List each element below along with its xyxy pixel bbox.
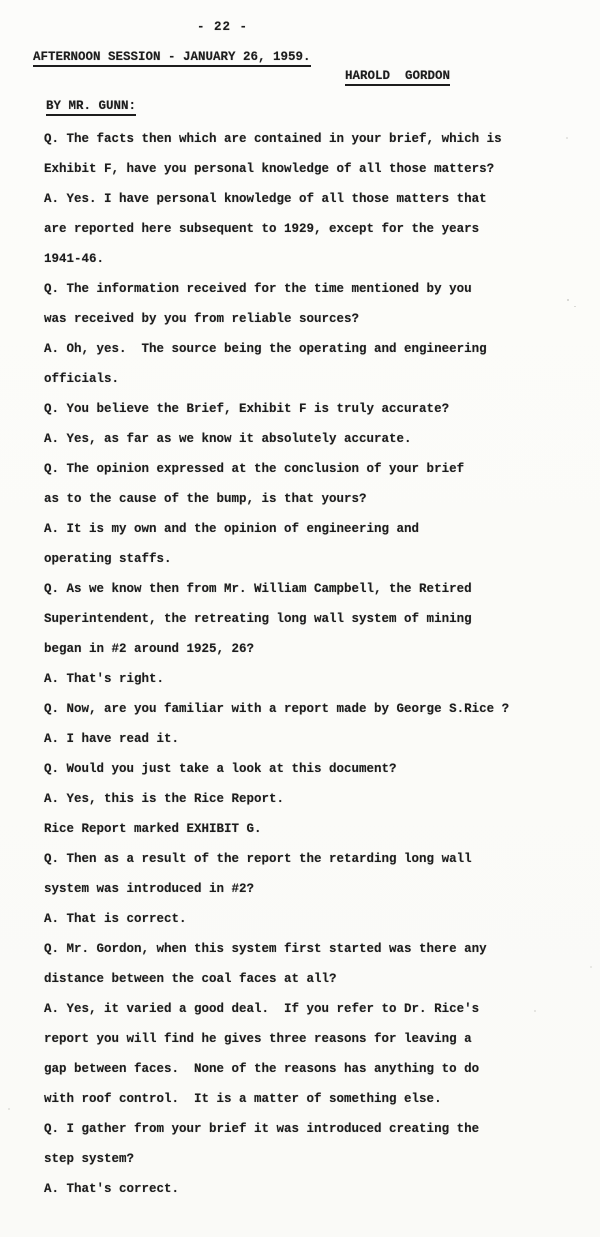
- transcript-line: step system?: [44, 1152, 135, 1166]
- transcript-line: A. Yes, this is the Rice Report.: [44, 792, 285, 806]
- transcript-line: began in #2 around 1925, 26?: [44, 642, 255, 656]
- transcript-line: Rice Report marked EXHIBIT G.: [44, 822, 262, 836]
- transcript-line: Q. The information received for the time mentioned by you: [44, 282, 472, 296]
- transcript-line: Q. Then as a result of the report the retarding long wall: [44, 852, 472, 866]
- scan-speckle: [574, 306, 576, 307]
- transcript-line: A. Yes, it varied a good deal. If you refer to Dr. Rice's: [44, 1002, 480, 1016]
- scan-speckle: [534, 1010, 536, 1012]
- transcript-line: as to the cause of the bump, is that yours?: [44, 492, 367, 506]
- scan-speckle: [8, 1108, 10, 1110]
- transcript-line: 1941-46.: [44, 252, 105, 266]
- transcript-line: distance between the coal faces at all?: [44, 972, 337, 986]
- transcript-line: are reported here subsequent to 1929, except for the years: [44, 222, 480, 236]
- transcript-line: Q. The opinion expressed at the conclusion of your brief: [44, 462, 465, 476]
- transcript-line: Superintendent, the retreating long wall system of mining: [44, 612, 472, 626]
- transcript-line: with roof control. It is a matter of something else.: [44, 1092, 442, 1106]
- transcript-line: officials.: [44, 372, 120, 386]
- transcript-line: Q. Would you just take a look at this document?: [44, 762, 397, 776]
- transcript-line: A. Yes. I have personal knowledge of all those matters that: [44, 192, 487, 206]
- transcript-line: Q. Mr. Gordon, when this system first started was there any: [44, 942, 487, 956]
- session-heading: AFTERNOON SESSION - JANUARY 26, 1959.: [33, 50, 311, 67]
- transcript-line: Q. As we know then from Mr. William Campbell, the Retired: [44, 582, 472, 596]
- transcript-line: Exhibit F, have you personal knowledge of all those matters?: [44, 162, 495, 176]
- transcript-line: system was introduced in #2?: [44, 882, 255, 896]
- transcript-line: A. Yes, as far as we know it absolutely accurate.: [44, 432, 412, 446]
- transcript-line: A. That's right.: [44, 672, 165, 686]
- transcript-line: A. It is my own and the opinion of engineering and: [44, 522, 420, 536]
- scan-speckle: [566, 137, 568, 139]
- scan-speckle: [567, 299, 569, 301]
- transcript-line: A. That is correct.: [44, 912, 187, 926]
- transcript-body: [44, 130, 584, 1210]
- scan-speckle: [590, 966, 592, 968]
- transcript-line: report you will find he gives three reasons for leaving a: [44, 1032, 472, 1046]
- transcript-line: A. Oh, yes. The source being the operating and engineering: [44, 342, 487, 356]
- examiner-heading: BY MR. GUNN:: [46, 99, 136, 116]
- witness-name: HAROLD GORDON: [345, 69, 450, 86]
- transcript-line: operating staffs.: [44, 552, 172, 566]
- transcript-line: Q. The facts then which are contained in your brief, which is: [44, 132, 502, 146]
- transcript-line: A. That's correct.: [44, 1182, 180, 1196]
- transcript-line: A. I have read it.: [44, 732, 180, 746]
- transcript-line: was received by you from reliable sources?: [44, 312, 360, 326]
- transcript-line: Q. I gather from your brief it was introduced creating the: [44, 1122, 480, 1136]
- transcript-line: Q. Now, are you familiar with a report made by George S.Rice ?: [44, 702, 510, 716]
- page-number: - 22 -: [197, 20, 249, 34]
- transcript-line: Q. You believe the Brief, Exhibit F is truly accurate?: [44, 402, 450, 416]
- transcript-line: gap between faces. None of the reasons has anything to do: [44, 1062, 480, 1076]
